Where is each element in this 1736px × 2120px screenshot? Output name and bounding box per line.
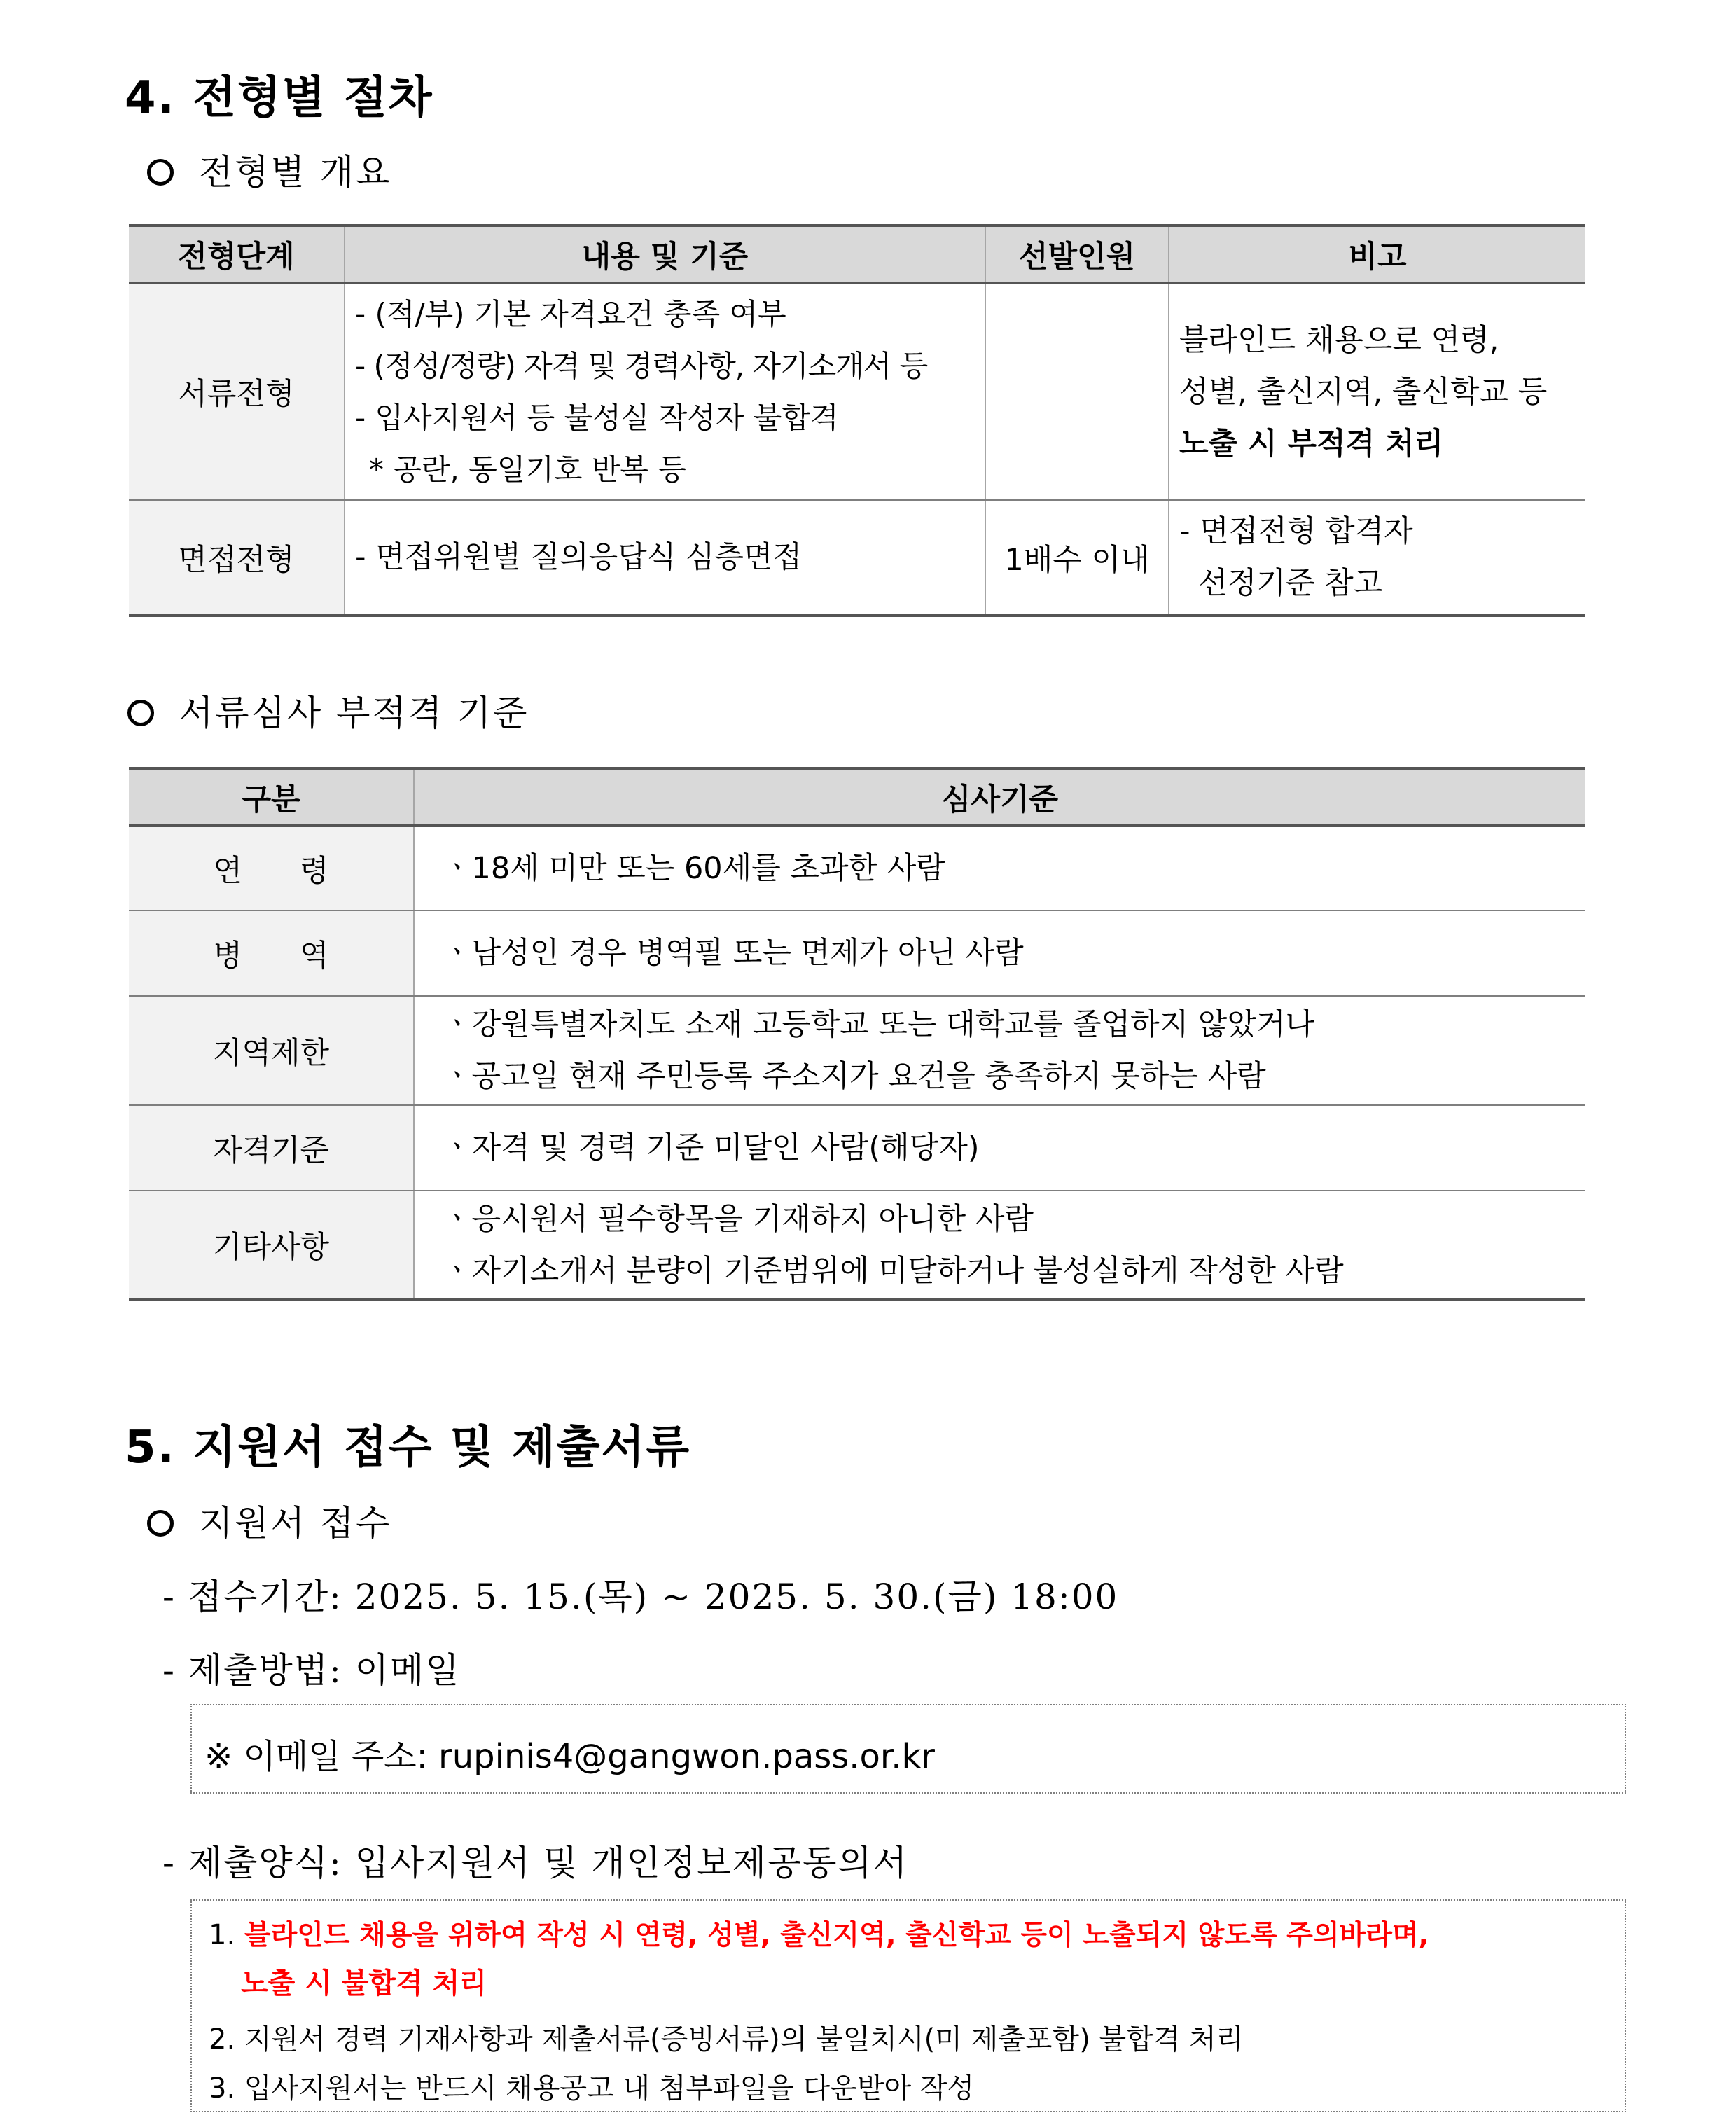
stage-document: 서류전형: [129, 283, 345, 500]
category-military: 병 역: [129, 910, 414, 996]
circle-bullet-icon: [147, 159, 174, 186]
disqualification-subheading-text: 서류심사 부적격 기준: [179, 693, 529, 733]
note-line: 선정기준 참고: [1179, 566, 1383, 601]
circle-bullet-icon: [147, 1510, 174, 1537]
section-4-heading: 4. 전형별 절차: [125, 72, 433, 124]
section-5-heading: 5. 지원서 접수 및 제출서류: [125, 1422, 691, 1474]
application-subheading-text: 지원서 접수: [199, 1503, 392, 1544]
overview-subheading-text: 전형별 개요: [199, 152, 392, 193]
criteria-line: ㆍ공고일 현재 주민등록 주소지가 요건을 충족하지 못하는 사람: [443, 1059, 1266, 1094]
criteria-qualification: [414, 1105, 1585, 1191]
category-other: 기타사항: [129, 1191, 414, 1300]
application-subheading: [147, 1495, 391, 1546]
content-line: * 공란, 동일기호 반복 등: [369, 452, 686, 487]
interview-note: [1169, 500, 1585, 616]
content-line: - 면접위원별 질의응답식 심층면접: [355, 540, 803, 575]
document-count: [985, 283, 1169, 500]
email-box: [190, 1704, 1626, 1794]
content-line: - (적/부) 기본 자격요건 충족 여부: [355, 296, 786, 331]
application-period: - 접수기간: 2025. 5. 15.(목) ~ 2025. 5. 30.(금) 18:00: [162, 1577, 1119, 1617]
content-line: - 입사지원서 등 불성실 작성자 불합격: [355, 400, 839, 435]
note-2: 2. 지원서 경력 기재사항과 제출서류(증빙서류)의 불일치시(미 제출포함) 불합격 처리: [209, 2023, 1244, 2056]
category-age: 연 령: [129, 826, 414, 910]
header-criteria: 심사기준: [414, 768, 1585, 826]
table-row: [129, 910, 1585, 996]
email-address[interactable]: rupinis4@gangwon.pass.or.kr: [438, 1737, 935, 1776]
document-content: [345, 283, 985, 500]
criteria-line: ㆍ남성인 경우 병역필 또는 면제가 아닌 사람: [443, 936, 1024, 971]
category-qualification: 자격기준: [129, 1105, 414, 1191]
note-line: - 면접전형 합격자: [1179, 514, 1413, 549]
note-bold-line: 노출 시 부적격 처리: [1179, 426, 1444, 462]
circle-bullet-icon: [127, 700, 154, 726]
criteria-line: ㆍ자격 및 경력 기준 미달인 사람(해당자): [443, 1130, 980, 1165]
note-1: [209, 1913, 1429, 1953]
criteria-line: ㆍ자기소개서 분량이 기준범위에 미달하거나 불성실하게 작성한 사람: [443, 1253, 1344, 1289]
header-count: 선발인원: [985, 226, 1169, 283]
criteria-line: ㆍ강원특별자치도 소재 고등학교 또는 대학교를 졸업하지 않았거나: [443, 1007, 1315, 1042]
notes-box: [190, 1899, 1626, 2112]
interview-count: 1배수 이내: [985, 500, 1169, 616]
note-1-number: 1.: [209, 1919, 236, 1951]
content-line: - (정성/정량) 자격 및 경력사항, 자기소개서 등: [355, 348, 928, 383]
note-3: 3. 입사지원서는 반드시 채용공고 내 첨부파일을 다운받아 작성: [209, 2072, 975, 2105]
table-row: [129, 996, 1585, 1105]
document-note: [1169, 283, 1585, 500]
selection-overview-table: [129, 224, 1585, 617]
category-region: 지역제한: [129, 996, 414, 1105]
overview-subheading: [147, 144, 391, 195]
submission-form: - 제출양식: 입사지원서 및 개인정보제공동의서: [162, 1843, 909, 1883]
criteria-other: [414, 1191, 1585, 1300]
disqualification-subheading: [127, 685, 529, 735]
criteria-age: [414, 826, 1585, 910]
stage-interview: 면접전형: [129, 500, 345, 616]
table-row: [129, 500, 1585, 616]
email-line: [204, 1729, 935, 1778]
note-1-line-1: 블라인드 채용을 위하여 작성 시 연령, 성별, 출신지역, 출신학교 등이 노출되지 않도록 주의바라며,: [244, 1920, 1429, 1951]
interview-content: [345, 500, 985, 616]
criteria-line: ㆍ응시원서 필수항목을 기재하지 아니한 사람: [443, 1201, 1034, 1237]
criteria-region: [414, 996, 1585, 1105]
table-row: [129, 283, 1585, 500]
table-row: [129, 826, 1585, 910]
table-row: [129, 1105, 1585, 1191]
table-row: [129, 1191, 1585, 1300]
criteria-line: ㆍ18세 미만 또는 60세를 초과한 사람: [443, 851, 945, 886]
note-line: 블라인드 채용으로 연령,: [1179, 322, 1499, 358]
criteria-military: [414, 910, 1585, 996]
header-category: 구분: [129, 768, 414, 826]
header-stage: 전형단계: [129, 226, 345, 283]
email-label: ※ 이메일 주소:: [204, 1737, 428, 1776]
header-content: 내용 및 기준: [345, 226, 985, 283]
note-1-line-2: 노출 시 불합격 처리: [241, 1967, 487, 2000]
note-line: 성별, 출신지역, 출신학교 등: [1179, 374, 1548, 410]
submission-method: - 제출방법: 이메일: [162, 1650, 461, 1691]
header-note: 비고: [1169, 226, 1585, 283]
disqualification-table: [129, 767, 1585, 1301]
